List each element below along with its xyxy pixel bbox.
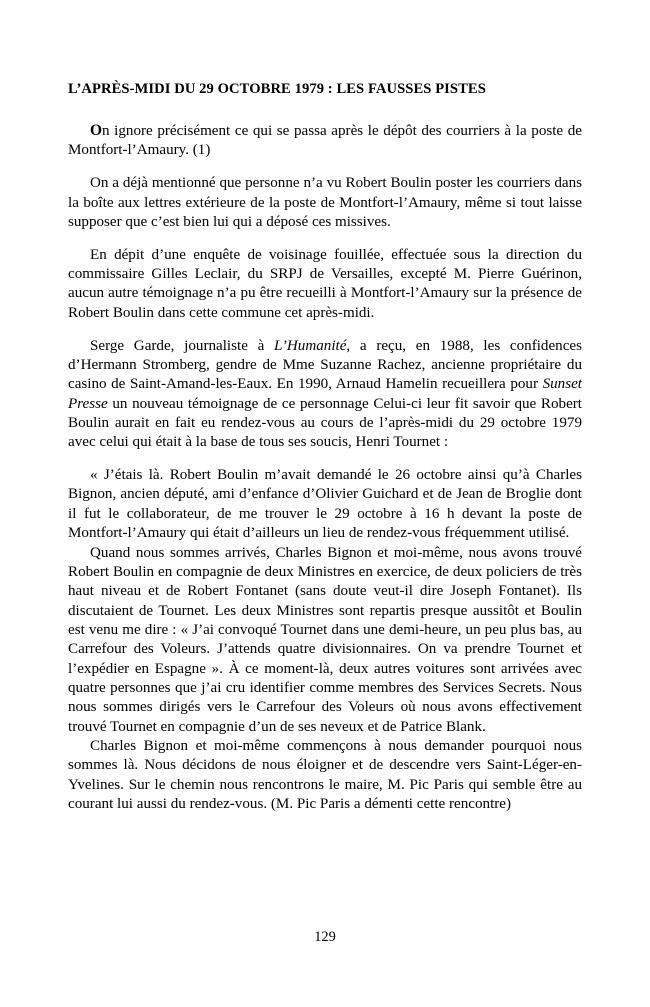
paragraph-1-body: n ignore précisément ce qui se passa après le dépôt des courriers à la poste de Montfort-l’Amaury. (1) — [68, 122, 582, 159]
paragraph-1 — [68, 121, 582, 161]
publication-title-lhumanite: L’Humanité — [274, 337, 347, 354]
publication-title-sunset-presse: Sunset Presse — [68, 376, 582, 412]
page-number: 129 — [314, 929, 336, 945]
text-column — [68, 80, 582, 814]
paragraph-4-seg-3: , a reçu, en 1988, les confidences d’Hermann Stromberg, gendre de Mme Suzanne Rachez, ancienne propriétaire du casino de Saint-Amand-les-Eaux. En 1990, Arnaud Hamelin recueillera pour — [68, 337, 582, 393]
paragraph-4 — [68, 337, 582, 453]
quote-paragraph-3: Charles Bignon et moi-même commençons à nous demander pourquoi nous sommes là. Nous décidons de nous éloigner et de descendre vers Saint-Léger-en-Yvelines. Sur le chemin nous rencontrons le maire, M. Pic Paris qui semble être au courant lui aussi du rendez-vous. (M. Pic Paris a démenti cette rencontre) — [68, 737, 582, 812]
lead-capital: O — [90, 121, 102, 139]
paragraph-3: En dépit d’une enquête de voisinage fouillée, effectuée sous la direction du commissaire Gilles Leclair, du SRPJ de Versailles, excepté M. Pierre Guérinon, aucun autre témoignage n’a pu être recueilli à Montfort-l’Amaury sur la présence de Robert Boulin dans cette commune cet après-midi. — [68, 246, 582, 321]
paragraph-4-seg-1: Serge Garde, journaliste à — [90, 337, 275, 354]
paragraph-4-seg-5: un nouveau témoignage de ce personnage Celui-ci leur fit savoir que Robert Boulin aurait en fait eu rendez-vous au cours de l’après-midi du 29 octobre 1979 avec celui qui était à la base de tous ses soucis, Henri Tournet : — [68, 395, 582, 451]
quote-paragraph-1: « J’étais là. Robert Boulin m’avait demandé le 26 octobre ainsi qu’à Charles Bignon, ancien député, ami d’enfance d’Olivier Guichard et de Jean de Broglie dont il fut le collaborateur, de me trouver le 29 octobre à 16 h devant la poste de Montfort-l’Amaury qui était d’ailleurs un lieu de rendez-vous fréquemment utilisé. — [68, 467, 582, 542]
chapter-heading: L’APRÈS-MIDI DU 29 OCTOBRE 1979 : LES FAUSSES PISTES — [68, 81, 486, 97]
quote-paragraph-2: Quand nous sommes arrivés, Charles Bignon et moi-même, nous avons trouvé Robert Boulin en compagnie de deux Ministres en exercice, de deux policiers de très haut niveau et de Robert Fontanet (sans doute veut-il dire Joseph Fontanet). Ils discutaient de Tournet. Les deux Ministres sont repartis presque aussitôt et Boulin est venu me dire : « J’ai convoqué Tournet dans une demi-heure, un peu plus bas, au Carrefour des Voleurs. J’attends quatre divisionnaires. On va prendre Tournet et l’expédier en Espagne ». À ce moment-là, deux autres voitures sont arrivées avec quatre personnes que j’ai cru identifier comme membres des Services Secrets. Nous nous sommes dirigés vers le Carrefour des Voleurs où nous avons effectivement trouvé Tournet en compagnie d’un de ses neveux et de Patrice Blank. — [68, 544, 582, 735]
paragraph-2: On a déjà mentionné que personne n’a vu Robert Boulin poster les courriers dans la boîte aux lettres extérieure de la poste de Montfort-l’Amaury, même si tout laisse supposer que c’est bien lui qui a déposé ces missives. — [68, 175, 582, 230]
